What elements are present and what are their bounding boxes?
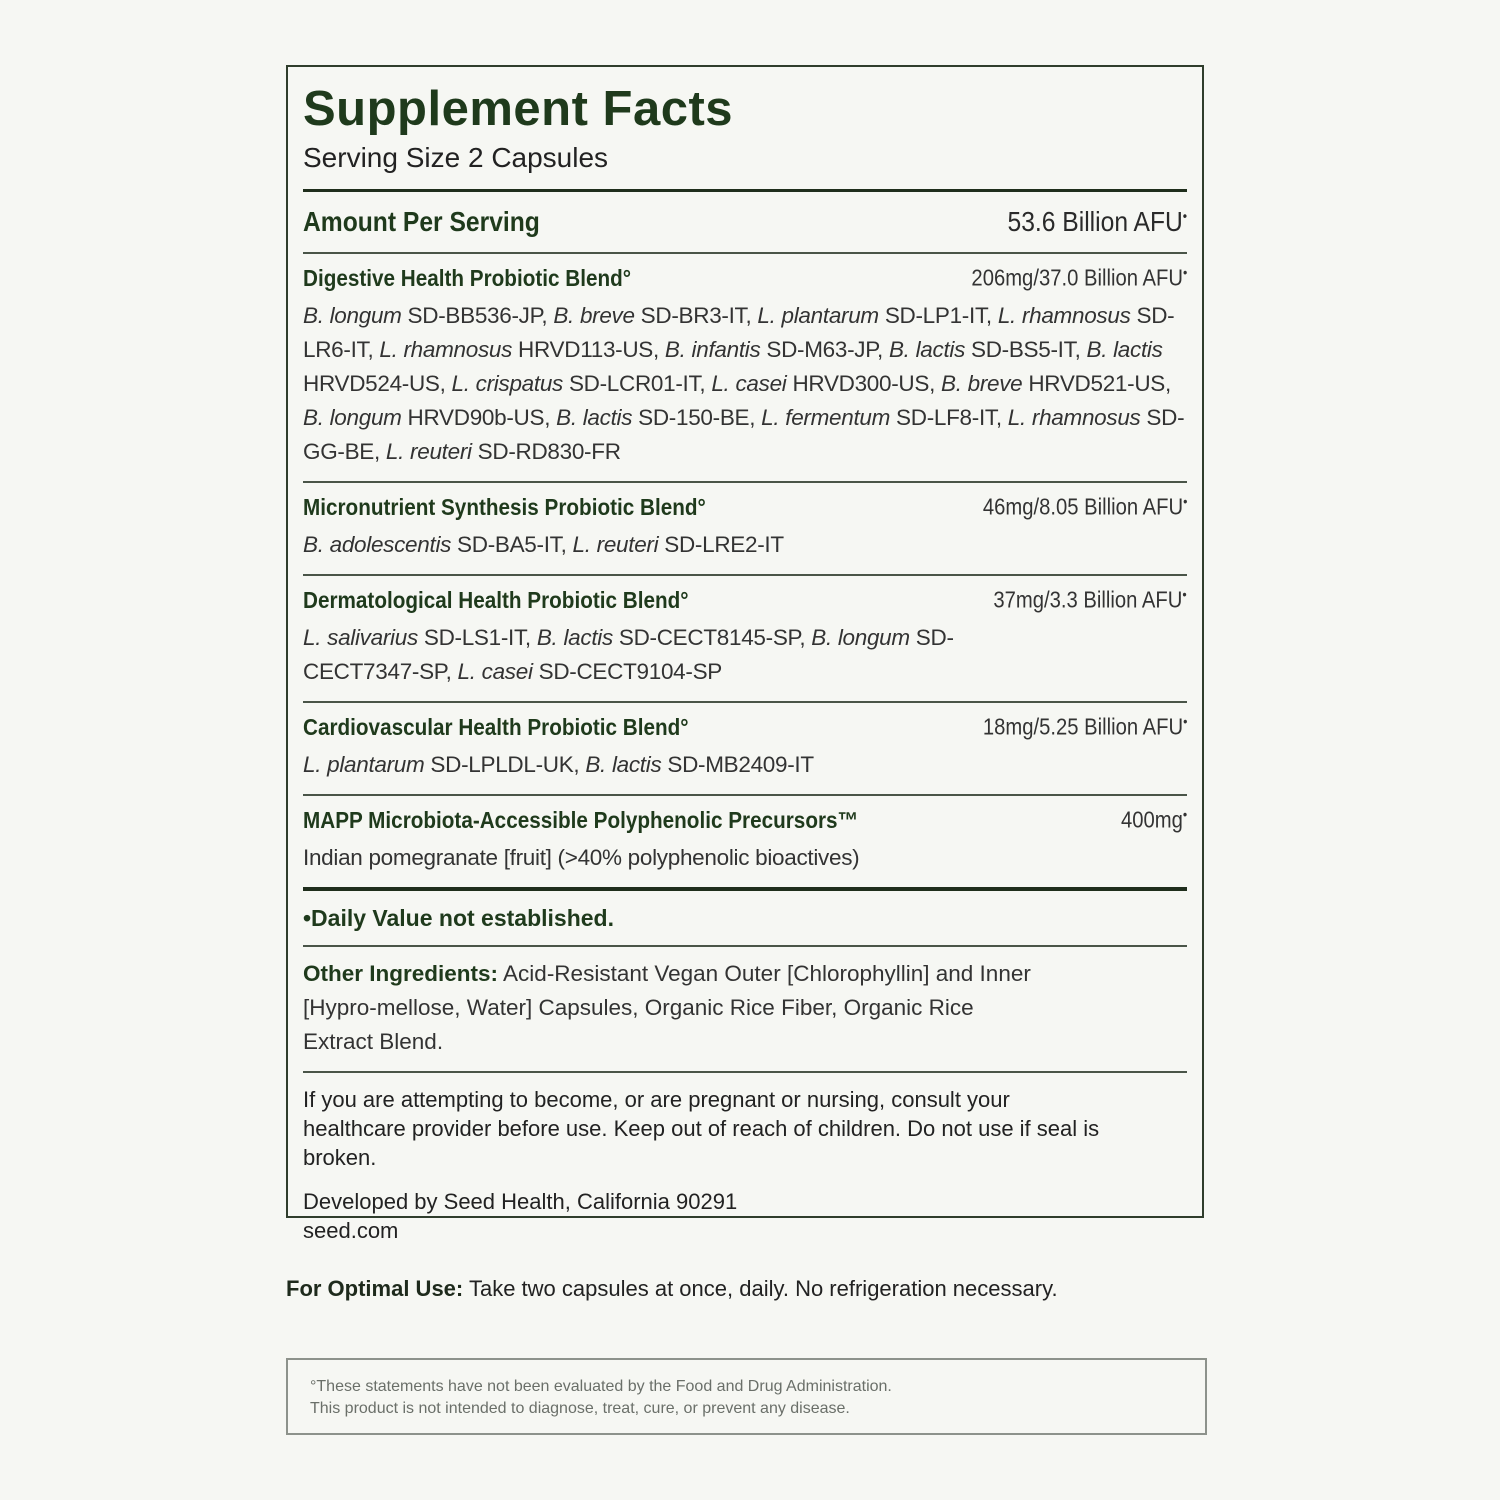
panel-title: Supplement Facts xyxy=(303,82,734,136)
blend-amount xyxy=(982,493,1187,521)
other-ingredients xyxy=(303,947,1187,1071)
dv-marker-icon: • xyxy=(1182,264,1187,280)
strain-code: SD-RD830-FR xyxy=(471,439,621,464)
divider xyxy=(303,1071,1187,1073)
strain-code: HRVD300-US, xyxy=(786,371,941,396)
strain-code: HRVD90b-US, xyxy=(401,405,557,430)
disclaimer-line-1: °These statements have not been evaluated by the Food and Drug Administration. xyxy=(310,1378,892,1395)
strain-species: L. casei xyxy=(457,659,533,684)
strain-code: SD-CECT9104-SP xyxy=(532,659,722,684)
strain-species: L. reuteri xyxy=(385,439,472,464)
strain-code: SD-BS5-IT, xyxy=(965,337,1087,362)
strain-code: SD-M63-JP, xyxy=(760,337,889,362)
developer-line: Developed by Seed Health, California 90291 xyxy=(303,1189,738,1214)
other-ingredients-text: Acid-Resistant Vegan Outer [Chlorophyllin] and Inner [Hypro-mellose, Water] Capsules, Organic Rice Fiber, Organic Rice Extract Blend. xyxy=(303,961,1031,1054)
mapp-name: MAPP Microbiota-Accessible Polyphenolic Precursors™ xyxy=(303,806,859,833)
strain-list xyxy=(303,621,1187,689)
blend-amount-value: 46mg/8.05 Billion AFU xyxy=(982,493,1183,520)
disclaimer-line-2: This product is not intended to diagnose, treat, cure, or prevent any disease. xyxy=(310,1400,850,1417)
strain-species: L. plantarum xyxy=(757,303,879,328)
strain-code: SD-LCR01-IT, xyxy=(563,371,712,396)
daily-value-note: •Daily Value not established. xyxy=(303,905,614,931)
strain-code: SD-LR6-IT, xyxy=(303,303,1175,362)
strain-species: L. reuteri xyxy=(572,532,659,557)
dv-marker-icon: • xyxy=(1182,207,1187,224)
strain-species: B. longum xyxy=(811,625,910,650)
strain-species: B. lactis xyxy=(556,405,633,430)
blend-dermatological xyxy=(303,576,1187,701)
strain-code: HRVD521-US, xyxy=(1022,371,1171,396)
strain-species: L. casei xyxy=(711,371,787,396)
strain-species: L. crispatus xyxy=(451,371,563,396)
strain-list xyxy=(303,299,1187,469)
strain-species: L. plantarum xyxy=(303,752,425,777)
strain-code: HRVD113-US, xyxy=(512,337,665,362)
strain-code: SD-LS1-IT, xyxy=(417,625,537,650)
blend-name: Digestive Health Probiotic Blend° xyxy=(303,264,632,291)
blend-cardiovascular xyxy=(303,703,1187,794)
blend-name: Cardiovascular Health Probiotic Blend° xyxy=(303,713,689,740)
strain-species: B. longum xyxy=(303,303,402,328)
blend-amount xyxy=(971,264,1187,292)
dv-marker-icon: • xyxy=(1182,806,1187,822)
blend-name: Micronutrient Synthesis Probiotic Blend° xyxy=(303,493,706,520)
warning-text: If you are attempting to become, or are pregnant or nursing, consult your healthcare provider before use. Keep out of reach of children. Do not use if seal is broken. xyxy=(303,1087,1100,1170)
dv-marker-icon: • xyxy=(1182,713,1187,729)
strain-code: SD-BA5-IT, xyxy=(451,532,573,557)
strain-code: SD-LRE2-IT xyxy=(658,532,784,557)
strain-species: L. rhamnosus xyxy=(997,303,1131,328)
amount-per-serving-row xyxy=(303,192,1187,252)
mapp-amount-value: 400mg xyxy=(1120,806,1183,833)
blend-amount-value: 18mg/5.25 Billion AFU xyxy=(982,713,1183,740)
mapp-row xyxy=(303,796,1187,887)
strain-species: B. longum xyxy=(303,405,402,430)
supplement-facts-panel xyxy=(286,65,1204,1243)
blend-amount xyxy=(982,713,1187,741)
strain-species: B. lactis xyxy=(888,337,966,362)
fda-disclaimer xyxy=(286,1358,1207,1435)
other-ingredients-label: Other Ingredients: xyxy=(303,961,499,986)
strain-list xyxy=(303,748,1187,782)
strain-species: L. rhamnosus xyxy=(379,337,513,362)
blend-micronutrient xyxy=(303,483,1187,574)
dv-marker-icon: • xyxy=(1182,586,1187,602)
strain-code: SD-LF8-IT, xyxy=(890,405,1008,430)
strain-species: B. lactis xyxy=(1086,337,1163,362)
dv-marker-icon: • xyxy=(1182,493,1187,509)
mapp-description: Indian pomegranate [fruit] (>40% polyphenolic bioactives) xyxy=(303,845,860,870)
strain-code: SD-CECT8145-SP, xyxy=(612,625,812,650)
strain-species: L. rhamnosus xyxy=(1007,405,1141,430)
blend-amount xyxy=(994,586,1187,614)
developer-info xyxy=(303,1187,1187,1245)
strain-list xyxy=(303,528,1187,562)
optimal-use-text: Take two capsules at once, daily. No refrigeration necessary. xyxy=(468,1276,1058,1301)
serving-size: Serving Size 2 Capsules xyxy=(303,142,609,173)
strain-species: B. lactis xyxy=(536,625,613,650)
strain-code: SD-150-BE, xyxy=(632,405,762,430)
strain-code: SD-LP1-IT, xyxy=(878,303,998,328)
strain-code: SD-GG-BE, xyxy=(303,405,1185,464)
strain-code: SD-CECT7347-SP, xyxy=(303,625,954,684)
amount-per-serving-value xyxy=(1007,206,1187,238)
website-link[interactable]: seed.com xyxy=(303,1218,399,1243)
mapp-amount xyxy=(1121,806,1187,834)
blend-amount-value: 206mg/37.0 Billion AFU xyxy=(971,264,1183,291)
strain-species: B. breve xyxy=(553,303,635,328)
strain-species: B. infantis xyxy=(664,337,761,362)
blend-amount-value: 37mg/3.3 Billion AFU xyxy=(993,586,1183,613)
amount-per-serving-label: Amount Per Serving xyxy=(303,206,540,237)
strain-code: SD-LPLDL-UK, xyxy=(424,752,586,777)
total-afu: 53.6 Billion AFU xyxy=(1007,206,1183,237)
strain-species: B. adolescentis xyxy=(303,532,452,557)
strain-species: L. salivarius xyxy=(303,625,418,650)
strain-species: B. lactis xyxy=(585,752,662,777)
strain-code: SD-BR3-IT, xyxy=(634,303,758,328)
strain-species: L. fermentum xyxy=(761,405,891,430)
strain-species: B. breve xyxy=(941,371,1023,396)
strain-code: HRVD524-US, xyxy=(303,371,452,396)
strain-code: SD-MB2409-IT xyxy=(661,752,814,777)
optimal-use-label: For Optimal Use: xyxy=(286,1276,464,1301)
blend-digestive xyxy=(303,254,1187,481)
strain-code: SD-BB536-JP, xyxy=(401,303,554,328)
blend-name: Dermatological Health Probiotic Blend° xyxy=(303,586,689,613)
optimal-use xyxy=(286,1276,1058,1302)
